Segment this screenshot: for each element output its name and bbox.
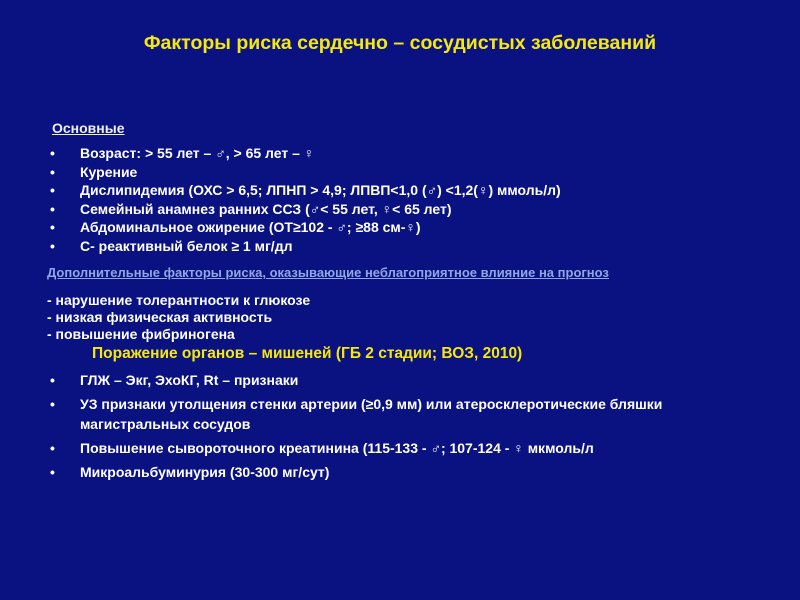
list-item: • Семейный анамнез ранних ССЗ (♂< 55 лет, ♀< 65 лет) [50,200,561,219]
list-item: • С- реактивный белок ≥ 1 мг/дл [50,237,561,256]
list-item: - повышение фибриногена [47,326,235,342]
additional-factors-heading: Дополнительные факторы риска, оказывающие неблагоприятное влияние на прогноз [47,265,609,280]
additional-factors-list [47,292,310,343]
target-organ-list [50,370,770,486]
list-item: • УЗ признаки утолщения стенки артерии (≥0,9 мм) или атеросклеротические бляшки магистральных сосудов [50,394,770,434]
list-item: - низкая физическая активность [47,309,273,325]
list-item: • Повышение сывороточного креатинина (115-133 - ♂; 107-124 - ♀ мкмоль/л [50,438,770,458]
list-item: - нарушение толерантности к глюкозе [47,292,311,308]
main-factors-heading: Основные [52,120,125,136]
list-item: • Абдоминальное ожирение (ОТ≥102 - ♂; ≥88 см-♀) [50,218,561,237]
list-item: • Курение [50,163,561,182]
list-item: • Дислипидемия (ОХС > 6,5; ЛПНП > 4,9; ЛПВП<1,0 (♂) <1,2(♀) ммоль/л) [50,181,561,200]
list-item: • Микроальбуминурия (30-300 мг/сут) [50,462,770,482]
target-organ-heading: Поражение органов – мишеней (ГБ 2 стадии; ВОЗ, 2010) [92,345,523,362]
list-item: • ГЛЖ – Экг, ЭхоКГ, Rt – признаки [50,370,770,390]
main-factors-list [50,144,561,255]
list-item: • Возраст: > 55 лет – ♂, > 65 лет – ♀ [50,144,561,163]
slide-title: Факторы риска сердечно – сосудистых заболеваний [143,32,657,54]
